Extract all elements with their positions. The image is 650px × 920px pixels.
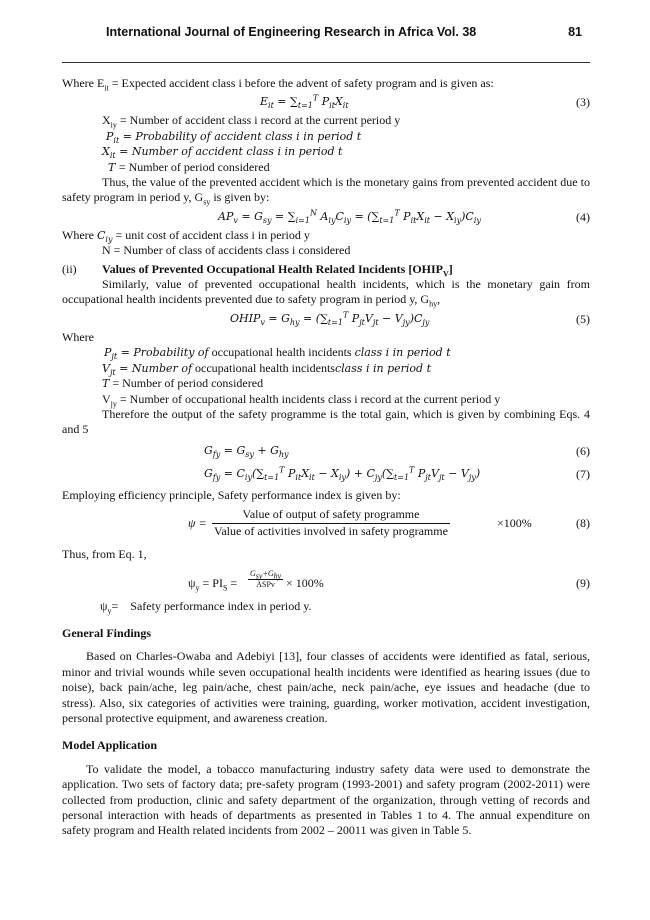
vjy-definition: $V_{jy}$ = Number of occupational health incidents class i record at the current period y (102, 391, 501, 408)
equation-number: (9) (576, 575, 590, 590)
equation-8: ψ = Value of output of safety programme Value of activities involved in safety programme ×100% (8) (188, 507, 590, 538)
equation-number: (4) (576, 209, 590, 224)
xit-definition: $X_{it}$ = Number of accident class i in period t (102, 145, 343, 161)
where-e-line: Where $E_{it}$ = Expected accident class i before the advent of safety program and is given as: (62, 76, 494, 93)
running-header (62, 22, 590, 44)
xiy-definition: $X_{iy}$ = Number of accident class i record at the current period y (102, 113, 401, 130)
equation-number: (3) (576, 95, 590, 110)
equation-7: $G_{fy} = C_{iy}(\sum_{t=1}^T$ $P_{it}X_{it} - X_{iy}) + C_{jy}(\sum_{t=1}^T$ $P_{jt}V_{jt} - V_{jy}$) (7) (204, 465, 590, 482)
header-rule (62, 62, 590, 63)
psi-definition: $\psi_y=$ Safety performance index in period y. (100, 598, 312, 615)
equation-6: $G_{fy} = G_{sy} + G_{hy}$ (6) (204, 443, 590, 459)
equation-number: (6) (576, 443, 590, 458)
percent-factor: ×100% (497, 516, 532, 531)
general-findings-heading: General Findings (62, 625, 152, 640)
equation-number: (7) (576, 466, 590, 481)
T-definition-2: T = Number of period considered (102, 376, 264, 391)
fraction-denominator: Value of activities involved in safety programme (214, 523, 448, 538)
thus-eq1-line: Thus, from Eq. 1, (62, 547, 147, 562)
journal-title: International Journal of Engineering Research in Africa Vol. 38 (106, 25, 477, 39)
model-application-paragraph: To validate the model, a tobacco manufacturing industry safety data were used to demonstrate the application. Two sets of factory data; pre-safety program (1993-2001) and safety program (2002-2011) were collected from production, clinic and safety department of the organization, through vetting of records and personal interaction with heads of departments as presented in Tables 1 to 4. The annual expenditure on safety program and Health related incidents from 2002 – 20011 was given in Table 5. (62, 761, 590, 838)
section-ii-paragraph: Similarly, value of prevented occupational health incidents, which is the monetary gain from occupational health incidents prevented due to safety program in period y, $G_{hy}$, (62, 277, 590, 309)
body-text (62, 76, 590, 839)
equation-4: $AP_v = G_{sy} = \sum_{i=1}^N$ $A_{iy}C_{iy} = (\sum_{t=1}^T$ $P_{it}X_{it} - X_{iy})C_{iy}$ (4) (218, 208, 590, 226)
equation-number: (5) (576, 311, 590, 326)
equation-3: $E_{it} = \sum_{t=1}^T$ $P_{it}X_{it}$ (3) (260, 93, 590, 111)
pit-definition: $P_{it}$ = Probability of accident class i in period t (106, 129, 362, 145)
pjt-definition: $P_{jt}$ = Probability of occupational health incidents class i in period t (104, 345, 451, 362)
thus-paragraph: Thus, the value of the prevented accident which is the monetary gains from prevented accident due to safety program in period y, $G_{sy}$ is given by: (62, 175, 590, 207)
page-number: 81 (568, 25, 582, 39)
section-ii-heading: (ii) Values of Prevented Occupational Health Related Incidents $[OHIP_V]$ (62, 261, 453, 279)
T-definition: T = Number of period considered (108, 159, 270, 174)
model-application-heading: Model Application (62, 738, 158, 753)
equation-number: (8) (576, 516, 590, 531)
fraction-numerator: Value of output of safety programme (242, 507, 420, 522)
general-findings-paragraph: Based on Charles-Owaba and Adebiyi [13], four classes of accidents were identified as fatal, serious, minor and trivial wounds while seven occupational health incidents were identified as hearing issues (due to noise), back pain/ache, leg pain/ache, chest pain/ache, neck pain/ache, eye issues and headache (due to stress). Also, six categories of activities were training, guarding, worker motivation, accident investigation, personal protective equipment, and awareness creation. (62, 649, 590, 725)
equation-9: $\psi_y = PI_S$ = $G_{sy}+G_{hy}$ ASPv × 100% (9) (188, 568, 590, 592)
N-definition: N = Number of class of accidents class i considered (102, 243, 351, 258)
therefore-paragraph: Therefore the output of the safety programme is the total gain, which is given by combining Eqs. 4 and 5 (62, 406, 590, 437)
equation-5: $OHIP_v = G_{hy} = (\sum_{t=1}^T$ $P_{jt}V_{jt} - V_{jy})C_{jy}$ (5) (230, 310, 590, 328)
where-line-2: Where (62, 329, 94, 344)
where-c-line: Where $C_{iy}$ = unit cost of accident class i in period y (62, 227, 310, 245)
vjt-definition: $V_{jt}$ = Number of occupational health incidentsclass i in period t (102, 360, 432, 377)
efficiency-line: Employing efficiency principle, Safety performance index is given by: (62, 487, 401, 502)
